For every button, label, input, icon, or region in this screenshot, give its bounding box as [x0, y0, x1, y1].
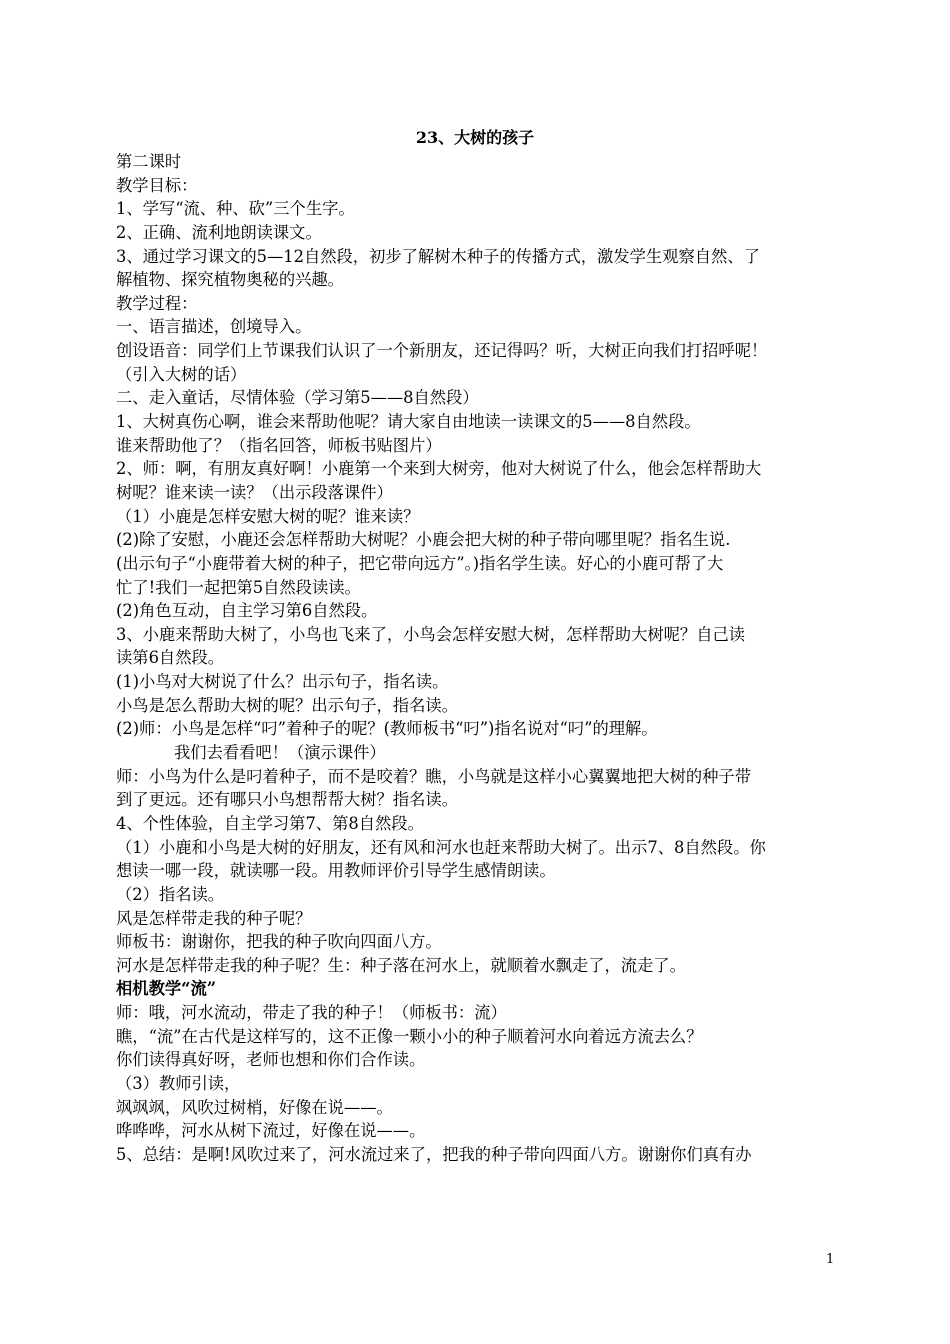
- text-line: 师：哦，河水流动，带走了我的种子！（师板书：流）: [116, 1003, 507, 1023]
- text-line-indented: 我们去看看吧！（演示课件）: [174, 743, 386, 763]
- text-line: 2、正确、流利地朗读课文。: [116, 222, 322, 242]
- text-line: 解植物、探究植物奥秘的兴趣。: [116, 270, 344, 290]
- text-line: 师板书：谢谢你，把我的种子吹向四面八方。: [116, 932, 442, 952]
- text-line: (1)小鸟对大树说了什么？出示句子，指名读。: [116, 672, 449, 692]
- document-body: [116, 150, 838, 1167]
- text-line: 哗哗哗，河水从树下流过，好像在说——。: [116, 1121, 426, 1141]
- text-line: (2)师：小鸟是怎样“叼”着种子的呢？(教师板书“叼”)指名说对“叼”的理解。: [116, 719, 658, 739]
- text-line: 1、学写“流、种、砍”三个生字。: [116, 199, 355, 219]
- text-line: 读第6自然段。: [116, 648, 225, 668]
- text-line: 教学目标：: [116, 175, 198, 195]
- text-line: 到了更远。还有哪只小鸟想帮帮大树？指名读。: [116, 790, 458, 810]
- text-line: 谁来帮助他了？（指名回答，师板书贴图片）: [116, 435, 442, 455]
- text-line: 师：小鸟为什么是叼着种子，而不是咬着？瞧，小鸟就是这样小心翼翼地把大树的种子带: [116, 766, 751, 786]
- text-line: (出示句子“小鹿带着大树的种子，把它带向远方”。)指名学生读。好心的小鹿可帮了大: [116, 553, 724, 573]
- text-line: 风是怎样带走我的种子呢？: [116, 908, 312, 928]
- text-line: 5、总结：是啊!风吹过来了，河水流过来了，把我的种子带向四面八方。谢谢你们真有办: [116, 1144, 752, 1164]
- text-line: 第二课时: [116, 152, 182, 171]
- text-line: 你们读得真好呀，老师也想和你们合作读。: [116, 1050, 426, 1070]
- text-line: 教学过程：: [116, 293, 198, 313]
- text-line: 想读一哪一段，就读哪一段。用教师评价引导学生感情朗读。: [116, 861, 556, 881]
- text-line: 2、师：啊，有朋友真好啊！小鹿第一个来到大树旁，他对大树说了什么，他会怎样帮助大: [116, 459, 762, 479]
- document-title: 23、大树的孩子: [415, 128, 535, 147]
- text-line: 飒飒飒，风吹过树梢，好像在说——。: [116, 1097, 393, 1117]
- text-line: （2）指名读。: [116, 884, 225, 904]
- text-line: （3）教师引读，: [116, 1073, 241, 1093]
- text-line: 忙了!我们一起把第5自然段读读。: [116, 577, 361, 597]
- text-line: 瞧，“流”在古代是这样写的，这不正像一颗小小的种子顺着河水向着远方流去么？: [116, 1026, 703, 1046]
- text-line: 3、小鹿来帮助大树了，小鸟也飞来了，小鸟会怎样安慰大树，怎样帮助大树呢？自己读: [116, 624, 746, 644]
- text-line: （引入大树的话）: [116, 364, 247, 384]
- text-line: 3、通过学习课文的5—12自然段，初步了解树木种子的传播方式，激发学生观察自然、了: [116, 246, 760, 266]
- text-line: 4、个性体验，自主学习第7、第8自然段。: [116, 813, 424, 833]
- text-line: （1）小鹿是怎样安慰大树的呢？谁来读？: [116, 506, 420, 526]
- text-line: 二、走入童话，尽情体验（学习第5——8自然段）: [116, 388, 479, 408]
- text-line: (2)角色互动，自主学习第6自然段。: [116, 601, 378, 621]
- text-line: （1）小鹿和小鸟是大树的好朋友，还有风和河水也赶来帮助大树了。出示7、8自然段。你: [116, 837, 766, 857]
- text-line: 创设语音：同学们上节课我们认识了一个新朋友，还记得吗？听，大树正向我们打招呼呢！: [116, 341, 768, 361]
- text-line: 一、语言描述，创境导入。: [116, 317, 312, 337]
- text-line: (2)除了安慰，小鹿还会怎样帮助大树呢？小鹿会把大树的种子带向哪里呢？指名生说.: [116, 530, 731, 550]
- text-line: 河水是怎样带走我的种子呢？生：种子落在河水上，就顺着水飘走了，流走了。: [116, 955, 686, 975]
- page-number: 1: [826, 1252, 835, 1267]
- text-line: 小鸟是怎么帮助大树的呢？出示句子，指名读。: [116, 695, 458, 715]
- text-line: 树呢？谁来读一读？（出示段落课件）: [116, 482, 393, 502]
- text-line: 1、大树真伤心啊，谁会来帮助他呢？请大家自由地读一读课文的5——8自然段。: [116, 412, 701, 432]
- section-heading: 相机教学“流”: [116, 979, 217, 999]
